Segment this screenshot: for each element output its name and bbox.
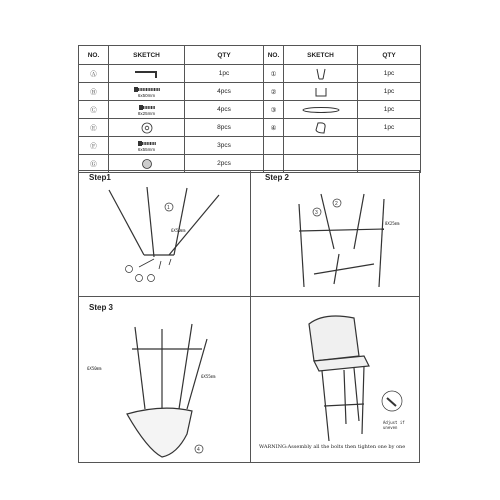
svg-text:2: 2 <box>335 201 338 207</box>
header-qty-2: QTY <box>358 46 421 65</box>
table-row <box>79 83 421 101</box>
assembly-sheet <box>78 45 420 463</box>
part-no: Ⓕ <box>79 137 109 155</box>
step1-callout: 6X50mm <box>171 228 186 233</box>
svg-text:3: 3 <box>315 210 318 216</box>
long-bolt-icon <box>133 86 161 93</box>
svg-text:4: 4 <box>197 447 200 453</box>
divider <box>79 296 419 297</box>
part-no: Ⓔ <box>79 119 109 137</box>
header-no: NO. <box>79 46 109 65</box>
part-qty: 3pcs <box>185 137 264 155</box>
part-qty: 4pcs <box>185 83 264 101</box>
part-no: ③ <box>264 101 284 119</box>
part-no: Ⓖ <box>79 155 109 173</box>
screw-icon <box>137 140 157 147</box>
part-no: Ⓐ <box>79 65 109 83</box>
table-header-row <box>79 46 421 65</box>
step2-diagram <box>279 189 404 289</box>
step1-diagram <box>99 185 239 290</box>
table-row <box>79 101 421 119</box>
table-row <box>79 137 421 155</box>
part-dimension: 6x50mm <box>137 92 156 98</box>
header-qty: QTY <box>185 46 264 65</box>
part-no: ④ <box>264 119 284 137</box>
part-no: ① <box>264 65 284 83</box>
part-dimension: 8x25mm <box>137 110 156 116</box>
part-qty: 1pc <box>185 65 264 83</box>
header-no-2: NO. <box>264 46 284 65</box>
parts-table <box>78 45 421 173</box>
step1-label: Step1 <box>89 173 111 182</box>
part-no: ② <box>264 83 284 101</box>
step3-callout-left: 6X50mm <box>87 366 102 371</box>
table-row <box>79 65 421 83</box>
step3-callout-right: 6X55mm <box>201 374 216 379</box>
footrest-icon <box>311 86 331 98</box>
part-qty: 1pc <box>358 65 421 83</box>
washer-icon <box>140 122 154 134</box>
part-qty: 1pc <box>358 101 421 119</box>
adjust-note: Adjust if uneven <box>383 420 405 430</box>
part-qty: 1pc <box>358 119 421 137</box>
svg-text:1: 1 <box>167 205 170 211</box>
short-bolt-icon <box>138 104 156 111</box>
leg-frame-icon <box>311 68 331 80</box>
step2-label: Step 2 <box>265 173 290 182</box>
nut-icon <box>140 158 154 170</box>
part-qty: 1pc <box>358 83 421 101</box>
step3-label: Step 3 <box>89 303 114 312</box>
part-no: Ⓒ <box>79 101 109 119</box>
allen-key-icon <box>132 68 162 80</box>
part-dimension: 6x55mm <box>137 146 156 152</box>
divider <box>250 171 251 462</box>
ring-plate-icon <box>301 106 341 114</box>
seat-icon <box>311 121 331 135</box>
table-row <box>79 119 421 137</box>
step3-diagram <box>107 319 237 459</box>
steps-grid <box>78 170 420 463</box>
warning-text: WARNING:Assembly all the bolts then tighten one by one <box>259 444 406 450</box>
part-qty: 8pcs <box>185 119 264 137</box>
part-qty: 2pcs <box>185 155 264 173</box>
step2-callout: 8X25mm <box>385 221 400 226</box>
part-qty: 4pcs <box>185 101 264 119</box>
header-sketch: SKETCH <box>109 46 185 65</box>
header-sketch-2: SKETCH <box>284 46 358 65</box>
part-no: Ⓑ <box>79 83 109 101</box>
